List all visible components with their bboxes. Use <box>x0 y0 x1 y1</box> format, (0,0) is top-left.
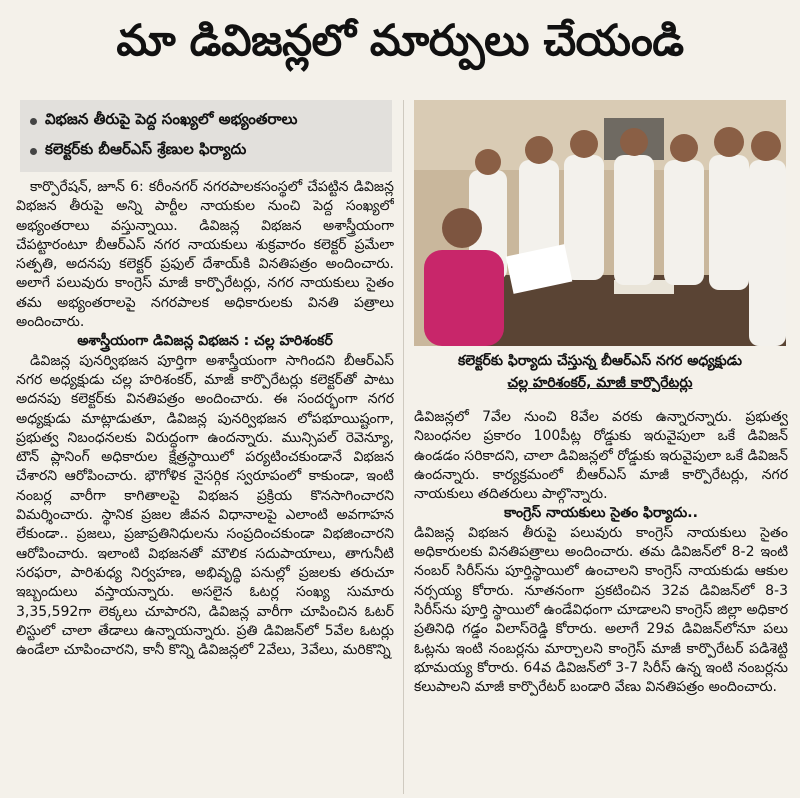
article-right-column <box>414 408 788 794</box>
news-photo-illustration <box>414 100 786 346</box>
section-subhead-2: కాంగ్రెస్ నాయకులు సైతం ఫిర్యాదు.. <box>504 505 698 522</box>
bullet-icon <box>30 118 37 125</box>
sub-heading-1 <box>30 106 382 136</box>
news-photo <box>414 100 786 346</box>
article-paragraph-3: డివిజన్లలో 7వేల నుంచి 8వేల వరకు ఉన్నారన్నారు. ప్రభుత్వ నిబంధనల ప్రకారం 100పీట్ల రోడ్డుకు ఇరువైపులా ఒకే డివిజన్ ఉండడం సరికాదని, చాలా డివిజన్లలో రోడ్డుకు ఇరువైపులా ఒకే డివిజన్ ఉందన్నారు. కార్యక్రమంలో బీఆర్‌ఎస్ మాజీ కార్పొరేటర్లు, నగర నాయకులు తదితరులు పాల్గొన్నారు. <box>414 409 788 503</box>
section-subhead-1: అశాస్త్రీయంగా డివిజన్ల విభజన : చల్ల హరిశంకర్ <box>77 333 333 350</box>
bullet-icon <box>30 148 37 155</box>
article-paragraph-4: డివిజన్ల విభజన తీరుపై పలువురు కాంగ్రెస్ నాయకులు సైతం అధికారులకు వినతిపత్రాలు అందించారు. తమ డివిజన్‌లో 8-2 ఇంటి నంబర్ సిరీస్‌ను పూర్తిస్థాయిలో ఉంచాలని కాంగ్రెస్ నాయకుడు ఆకుల నర్సయ్య కోరారు. నూతనంగా ప్రకటించిన 32వ డివిజన్‌లో 8-3 సిరీస్‌ను పూర్తి స్థాయిలో ఉండేవిధంగా చూడాలని కాంగ్రెస్ జిల్లా అధికార ప్రతినిధి గడ్డం విలాస్‌రెడ్డి కోరారు. అలాగే 29వ డివిజన్‌లోనూ పలు ఓట్లను ఇంటి నంబర్లను మార్చాలని కాంగ్రెస్ మాజీ కార్పొరేటర్ పడిశెట్టి భూమయ్య కోరారు. 64వ డివిజన్‌లో 3-7 సిరీస్ ఉన్న ఇంటి నంబర్లను కలుపాలని మాజీ కార్పొరేటర్ బండారి వేణు వినతిపత్రం అందించారు. <box>414 524 788 696</box>
article-paragraph-1: కార్పొరేషన్, జూన్ 6: కరీంనగర్ నగరపాలకసంస్థలో చేపట్టిన డివిజన్ల విభజన తీరుపై అన్ని పార్టీల నాయకుల నుంచి పెద్ద సంఖ్యలో అభ్యంతరాలు వస్తున్నాయి. డివిజన్ల విభజన అశాస్త్రీయంగా చేపట్టారంటూ బీఆర్‌ఎస్ నగర నాయకులు శుక్రవారం కలెక్టర్ ప్రమేలా సత్పతి, అదనపు కలెక్టర్ ప్రఫుల్ దేశాయ్‌కి వినతిపత్రం అందించారు. అలాగే పలువురు కాంగ్రెస్ మాజీ కార్పొరేటర్లు, నగర నాయకులు సైతం తమ అభ్యంతరాలపై నగరపాలక అధికారులకు వినతి పత్రాలు అందించారు. <box>16 179 394 331</box>
article-paragraph-2: డివిజన్ల పునర్విభజన పూర్తిగా అశాస్త్రీయంగా సాగిందని బీఆర్‌ఎస్ నగర అధ్యక్షుడు చల్ల హరిశంకర్, మాజీ కార్పొరేటర్లు కలెక్టర్‌తో పాటు అదనపు కలెక్టర్‌కు వినతిపత్రం అందించారు. ఈ సందర్భంగా నగర అధ్యక్షుడు మాట్లాడుతూ, డివిజన్ల పునర్విభజన లోపభూయిష్టంగా, ప్రభుత్వ నిబంధనలకు విరుద్ధంగా ఉందన్నారు. మున్సిపల్ రెవెన్యూ, టౌన్ ప్లానింగ్ అధికారుల క్షేత్రస్థాయిలో పర్యటించకుండానే విభజన చేశారని ఆరోపించారు. భౌగోళిక నైసర్గిక స్వరూపంలో కాకుండా, ఇంటి నంబర్ల వారీగా కాగితాలపై విభజన ప్రక్రియ కొనసాగించారని విమర్శించారు. స్థానిక ప్రజల జీవన విధానాలపై ఎలాంటి అవగాహన లేకుండా.. ప్రజలు, ప్రజాప్రతినిధులను సంప్రదించకుండా విభజించారని ఆరోపించారు. ఇలాంటి విభజనతో మౌలిక సదుపాయాలు, తాగునీటి సరఫరా, పారిశుధ్య నిర్వహణ, అభివృద్ధి పనుల్లో ప్రజలకు తరుచూ ఇబ్బందులు వస్తాయన్నారు. అసలైన ఓటర్ల సంఖ్య సుమారు 3,35,592గా లెక్కలు చూపారని, డివిజన్ల వారీగా చూపించిన ఓటర్ లిస్టులో చాలా తేడాలు ఉన్నాయన్నారు. ప్రతి డివిజన్‌లో 5వేల ఓటర్లు ఉండేలా చూపించారని, కానీ కొన్ని డివిజన్లలో 2వేలు, 3వేలు, మరికొన్ని <box>16 352 394 659</box>
sub-heading-2 <box>30 136 382 166</box>
sub-headings-box <box>20 100 392 172</box>
photo-caption-line-2: చల్ల హరిశంకర్, మాజీ కార్పొరేటర్లు <box>507 375 693 391</box>
photo-caption <box>414 350 786 396</box>
photo-caption-line-1: కలెక్టర్‌కు ఫిర్యాదు చేస్తున్న బీఆర్‌ఎస్ నగర అధ్యక్షుడు <box>458 353 742 369</box>
sub-heading-1-text: విభజన తీరుపై పెద్ద సంఖ్యలో అభ్యంతరాలు <box>45 110 298 128</box>
sub-heading-2-text: కలెక్టర్‌కు బీఆర్‌ఎస్ శ్రేణుల ఫిర్యాదు <box>45 140 247 158</box>
article-left-column <box>16 178 394 794</box>
page-headline: మా డివిజన్లలో మార్పులు చేయండి <box>116 16 684 66</box>
column-divider <box>403 100 404 794</box>
